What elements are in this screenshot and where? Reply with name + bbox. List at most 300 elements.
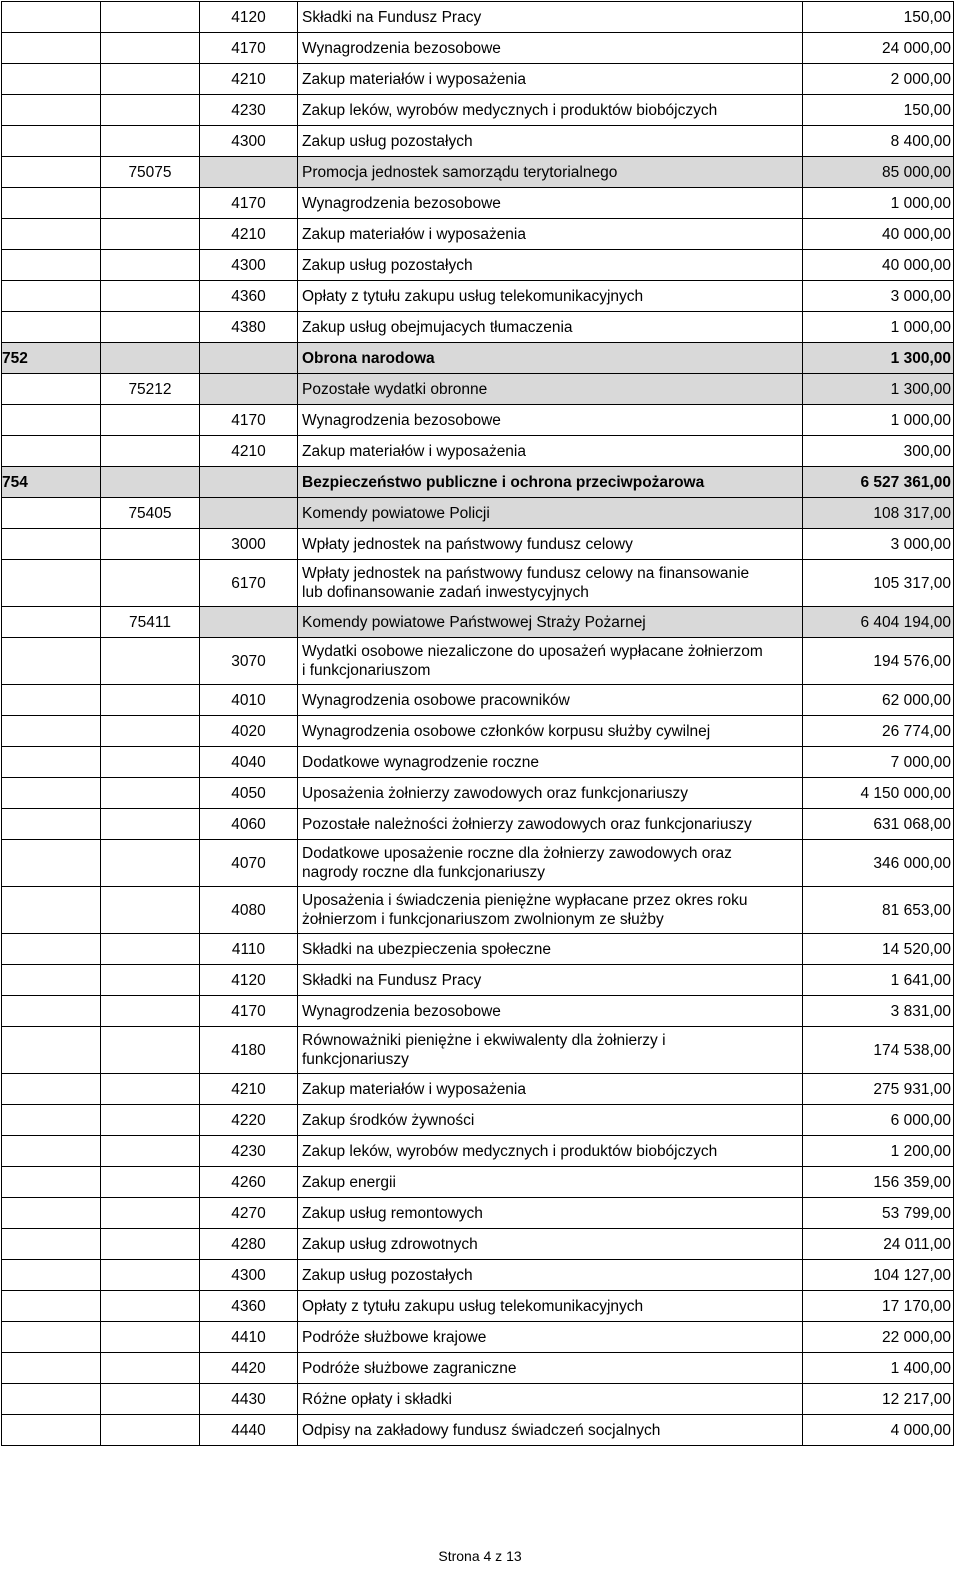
amount-label: 1 300,00 (890, 349, 951, 367)
name-label: Zakup materiałów i wyposażenia (302, 70, 526, 88)
table-row (2, 716, 954, 747)
table-row (2, 529, 954, 560)
amount-label: 194 576,00 (873, 652, 951, 670)
name-cell (298, 685, 803, 716)
paragraf-cell (200, 638, 298, 685)
amount-cell (803, 188, 954, 219)
paragraf-cell (200, 343, 298, 374)
name-cell (298, 467, 803, 498)
paragraf-cell (200, 436, 298, 467)
code-label: 4110 (231, 940, 266, 958)
amount-label: 275 931,00 (873, 1080, 951, 1098)
name-cell (298, 934, 803, 965)
dzial-cell (2, 1415, 101, 1446)
amount-cell (803, 965, 954, 996)
dzial-cell (2, 809, 101, 840)
rozdzial-cell (101, 436, 200, 467)
table-row (2, 747, 954, 778)
dzial-cell (2, 560, 101, 607)
dzial-cell (2, 374, 101, 405)
amount-label: 3 831,00 (890, 1002, 951, 1020)
amount-label: 631 068,00 (873, 815, 951, 833)
code-label: 4280 (231, 1235, 266, 1253)
dzial-cell (2, 1105, 101, 1136)
code-label: 4070 (231, 854, 266, 872)
dzial-cell (2, 996, 101, 1027)
amount-label: 12 217,00 (882, 1390, 951, 1408)
rozdzial-cell (101, 219, 200, 250)
name-cell (298, 1167, 803, 1198)
amount-cell (803, 312, 954, 343)
dzial-cell (2, 188, 101, 219)
dzial-cell (2, 716, 101, 747)
rozdzial-cell (101, 778, 200, 809)
paragraf-cell (200, 1136, 298, 1167)
name-cell (298, 126, 803, 157)
name-label: Zakup środków żywności (302, 1111, 475, 1129)
rozdzial-cell (101, 1198, 200, 1229)
name-cell (298, 219, 803, 250)
name-label: Zakup materiałów i wyposażenia (302, 1080, 526, 1098)
table-row (2, 840, 954, 887)
code-label: 4230 (231, 101, 266, 119)
code-label: 3070 (231, 652, 266, 670)
name-label-line2: żołnierzom i funkcjonariuszom zwolnionym ze służby (302, 911, 664, 928)
rozdzial-cell (101, 809, 200, 840)
code-label: 4170 (231, 39, 266, 57)
paragraf-cell (200, 560, 298, 607)
name-cell (298, 1027, 803, 1074)
table-row (2, 1415, 954, 1446)
name-label: Zakup energii (302, 1173, 396, 1191)
rozdzial-cell (101, 1260, 200, 1291)
amount-label: 81 653,00 (882, 901, 951, 919)
amount-label: 40 000,00 (882, 225, 951, 243)
amount-cell (803, 2, 954, 33)
dzial-cell (2, 343, 101, 374)
table-row (2, 887, 954, 934)
name-label: Obrona narodowa (302, 349, 435, 367)
paragraf-cell (200, 405, 298, 436)
code-label: 4360 (231, 287, 266, 305)
amount-label: 1 400,00 (890, 1359, 951, 1377)
amount-label: 53 799,00 (882, 1204, 951, 1222)
code-label: 4170 (231, 194, 266, 212)
code-label: 75075 (128, 163, 172, 181)
amount-cell (803, 685, 954, 716)
name-label: Wynagrodzenia osobowe pracowników (302, 691, 570, 709)
rozdzial-cell (101, 95, 200, 126)
name-label: Wynagrodzenia bezosobowe (302, 1002, 501, 1020)
name-label: Równoważniki pieniężne i ekwiwalenty dla żołnierzy i (302, 1032, 666, 1049)
amount-cell (803, 126, 954, 157)
name-cell (298, 747, 803, 778)
name-cell (298, 716, 803, 747)
rozdzial-cell (101, 685, 200, 716)
rozdzial-cell (101, 1136, 200, 1167)
rozdzial-cell (101, 281, 200, 312)
code-label: 4270 (231, 1204, 266, 1222)
paragraf-cell (200, 2, 298, 33)
table-row (2, 638, 954, 685)
amount-cell (803, 747, 954, 778)
rozdzial-cell (101, 1322, 200, 1353)
rozdzial-cell (101, 607, 200, 638)
rozdzial-cell (101, 887, 200, 934)
paragraf-cell (200, 840, 298, 887)
paragraf-cell (200, 716, 298, 747)
amount-cell (803, 374, 954, 405)
paragraf-cell (200, 934, 298, 965)
amount-cell (803, 1074, 954, 1105)
paragraf-cell (200, 188, 298, 219)
dzial-cell (2, 219, 101, 250)
name-cell (298, 1291, 803, 1322)
dzial-cell (2, 1291, 101, 1322)
table-row (2, 1198, 954, 1229)
dzial-cell (2, 436, 101, 467)
amount-cell (803, 607, 954, 638)
name-cell (298, 778, 803, 809)
name-cell (298, 250, 803, 281)
table-row (2, 1353, 954, 1384)
name-label: Dodatkowe wynagrodzenie roczne (302, 753, 539, 771)
amount-label: 3 000,00 (890, 287, 951, 305)
amount-cell (803, 219, 954, 250)
amount-cell (803, 887, 954, 934)
amount-label: 1 300,00 (890, 380, 951, 398)
code-label: 754 (2, 473, 28, 491)
name-label: Zakup usług pozostałych (302, 132, 473, 150)
amount-cell (803, 778, 954, 809)
name-cell (298, 1415, 803, 1446)
amount-cell (803, 1260, 954, 1291)
dzial-cell (2, 405, 101, 436)
code-label: 4210 (231, 1080, 266, 1098)
paragraf-cell (200, 685, 298, 716)
amount-cell (803, 638, 954, 685)
rozdzial-cell (101, 716, 200, 747)
rozdzial-cell (101, 1415, 200, 1446)
code-label: 4210 (231, 70, 266, 88)
table-row (2, 64, 954, 95)
code-label: 4230 (231, 1142, 266, 1160)
paragraf-cell (200, 1074, 298, 1105)
name-label: Bezpieczeństwo publiczne i ochrona przeciwpożarowa (302, 473, 705, 491)
name-label: Komendy powiatowe Państwowej Straży Pożarnej (302, 613, 646, 631)
amount-label: 14 520,00 (882, 940, 951, 958)
dzial-cell (2, 685, 101, 716)
amount-cell (803, 1322, 954, 1353)
name-cell (298, 498, 803, 529)
table-row (2, 809, 954, 840)
code-label: 6170 (231, 574, 266, 592)
amount-cell (803, 809, 954, 840)
name-label: Składki na Fundusz Pracy (302, 971, 482, 989)
dzial-cell (2, 33, 101, 64)
rozdzial-cell (101, 1291, 200, 1322)
rozdzial-cell (101, 529, 200, 560)
code-label: 4080 (231, 901, 266, 919)
name-cell (298, 436, 803, 467)
code-label: 4060 (231, 815, 266, 833)
amount-cell (803, 405, 954, 436)
paragraf-cell (200, 157, 298, 188)
amount-label: 22 000,00 (882, 1328, 951, 1346)
dzial-cell (2, 1260, 101, 1291)
paragraf-cell (200, 1291, 298, 1322)
section-row (2, 467, 954, 498)
amount-cell (803, 281, 954, 312)
dzial-cell (2, 607, 101, 638)
rozdzial-cell (101, 157, 200, 188)
name-label: Opłaty z tytułu zakupu usług telekomunikacyjnych (302, 1297, 644, 1315)
table-row (2, 560, 954, 607)
page-number-label: Strona 4 z 13 (438, 1548, 522, 1564)
name-cell (298, 1260, 803, 1291)
name-label: Odpisy na zakładowy fundusz świadczeń socjalnych (302, 1421, 661, 1439)
name-cell (298, 638, 803, 685)
rozdzial-cell (101, 64, 200, 95)
amount-cell (803, 1229, 954, 1260)
rozdzial-cell (101, 405, 200, 436)
amount-cell (803, 1136, 954, 1167)
dzial-cell (2, 1353, 101, 1384)
code-label: 75212 (128, 380, 172, 398)
code-label: 4120 (231, 8, 266, 26)
amount-cell (803, 436, 954, 467)
amount-label: 6 527 361,00 (860, 473, 951, 491)
subsection-row (2, 498, 954, 529)
table-row (2, 996, 954, 1027)
dzial-cell (2, 95, 101, 126)
paragraf-cell (200, 887, 298, 934)
name-label: Zakup leków, wyrobów medycznych i produktów biobójczych (302, 101, 718, 119)
name-cell (298, 809, 803, 840)
amount-label: 8 400,00 (890, 132, 951, 150)
table-row (2, 1229, 954, 1260)
name-label: Wynagrodzenia bezosobowe (302, 194, 501, 212)
name-label: Zakup usług pozostałych (302, 256, 473, 274)
amount-label: 1 000,00 (890, 318, 951, 336)
name-label: Komendy powiatowe Policji (302, 504, 490, 522)
page-footer (0, 1548, 960, 1564)
name-label: Zakup leków, wyrobów medycznych i produktów biobójczych (302, 1142, 718, 1160)
amount-label: 85 000,00 (882, 163, 951, 181)
table-row (2, 1105, 954, 1136)
paragraf-cell (200, 778, 298, 809)
amount-label: 150,00 (903, 8, 951, 26)
rozdzial-cell (101, 560, 200, 607)
paragraf-cell (200, 312, 298, 343)
code-label: 3000 (231, 535, 266, 553)
table-row (2, 778, 954, 809)
rozdzial-cell (101, 638, 200, 685)
name-cell (298, 33, 803, 64)
code-label: 4040 (231, 753, 266, 771)
name-label: Różne opłaty i składki (302, 1390, 452, 1408)
name-cell (298, 1384, 803, 1415)
amount-cell (803, 529, 954, 560)
rozdzial-cell (101, 1229, 200, 1260)
table-row (2, 436, 954, 467)
name-label-line2: funkcjonariuszy (302, 1051, 409, 1068)
amount-label: 24 011,00 (883, 1235, 951, 1253)
table-row (2, 2, 954, 33)
rozdzial-cell (101, 374, 200, 405)
amount-cell (803, 1167, 954, 1198)
rozdzial-cell (101, 1167, 200, 1198)
code-label: 4210 (231, 442, 266, 460)
paragraf-cell (200, 996, 298, 1027)
table-row (2, 685, 954, 716)
rozdzial-cell (101, 126, 200, 157)
name-cell (298, 607, 803, 638)
amount-label: 108 317,00 (873, 504, 951, 522)
amount-label: 1 000,00 (890, 411, 951, 429)
paragraf-cell (200, 281, 298, 312)
table-row (2, 219, 954, 250)
amount-cell (803, 560, 954, 607)
name-label: Wynagrodzenia bezosobowe (302, 39, 501, 57)
amount-cell (803, 1105, 954, 1136)
table-row (2, 1260, 954, 1291)
table-row (2, 1291, 954, 1322)
code-label: 4170 (231, 411, 266, 429)
rozdzial-cell (101, 188, 200, 219)
name-cell (298, 560, 803, 607)
name-cell (298, 1322, 803, 1353)
name-cell (298, 887, 803, 934)
dzial-cell (2, 498, 101, 529)
amount-label: 174 538,00 (873, 1041, 951, 1059)
amount-label: 3 000,00 (890, 535, 951, 553)
table-row (2, 312, 954, 343)
dzial-cell (2, 2, 101, 33)
name-cell (298, 1136, 803, 1167)
paragraf-cell (200, 498, 298, 529)
name-cell (298, 1353, 803, 1384)
code-label: 4430 (231, 1390, 266, 1408)
amount-cell (803, 1384, 954, 1415)
amount-label: 24 000,00 (882, 39, 951, 57)
name-label: Składki na Fundusz Pracy (302, 8, 482, 26)
name-label: Zakup usług obejmujacych tłumaczenia (302, 318, 573, 336)
amount-label: 6 000,00 (890, 1111, 951, 1129)
paragraf-cell (200, 1415, 298, 1446)
amount-label: 4 000,00 (890, 1421, 951, 1439)
name-label: Pozostałe wydatki obronne (302, 380, 488, 398)
name-label: Wpłaty jednostek na państwowy fundusz celowy na finansowanie (302, 565, 750, 582)
dzial-cell (2, 1074, 101, 1105)
rozdzial-cell (101, 1027, 200, 1074)
code-label: 75411 (129, 613, 171, 631)
name-cell (298, 374, 803, 405)
amount-cell (803, 498, 954, 529)
dzial-cell (2, 747, 101, 778)
code-label: 4170 (231, 1002, 266, 1020)
table-row (2, 126, 954, 157)
code-label: 4380 (231, 318, 266, 336)
name-cell (298, 188, 803, 219)
name-label: Zakup usług remontowych (302, 1204, 483, 1222)
subsection-row (2, 157, 954, 188)
amount-cell (803, 157, 954, 188)
amount-label: 6 404 194,00 (860, 613, 951, 631)
amount-cell (803, 996, 954, 1027)
dzial-cell (2, 250, 101, 281)
dzial-cell (2, 281, 101, 312)
rozdzial-cell (101, 33, 200, 64)
paragraf-cell (200, 1027, 298, 1074)
paragraf-cell (200, 747, 298, 778)
code-label: 4180 (231, 1041, 266, 1059)
name-cell (298, 965, 803, 996)
paragraf-cell (200, 250, 298, 281)
name-cell (298, 312, 803, 343)
rozdzial-cell (101, 498, 200, 529)
name-label-line2: lub dofinansowanie zadań inwestycyjnych (302, 584, 589, 601)
amount-label: 40 000,00 (882, 256, 951, 274)
dzial-cell (2, 1167, 101, 1198)
dzial-cell (2, 157, 101, 188)
table-row (2, 188, 954, 219)
name-cell (298, 996, 803, 1027)
rozdzial-cell (101, 1353, 200, 1384)
amount-cell (803, 64, 954, 95)
name-cell (298, 840, 803, 887)
amount-label: 7 000,00 (890, 753, 951, 771)
amount-label: 346 000,00 (873, 854, 951, 872)
code-label: 4420 (231, 1359, 266, 1377)
name-cell (298, 2, 803, 33)
paragraf-cell (200, 1322, 298, 1353)
amount-label: 150,00 (903, 101, 951, 119)
paragraf-cell (200, 1260, 298, 1291)
rozdzial-cell (101, 2, 200, 33)
dzial-cell (2, 840, 101, 887)
amount-cell (803, 1353, 954, 1384)
rozdzial-cell (101, 840, 200, 887)
rozdzial-cell (101, 250, 200, 281)
table-row (2, 1074, 954, 1105)
paragraf-cell (200, 374, 298, 405)
name-label: Podróże służbowe zagraniczne (302, 1359, 517, 1377)
rozdzial-cell (101, 1105, 200, 1136)
amount-cell (803, 467, 954, 498)
rozdzial-cell (101, 747, 200, 778)
dzial-cell (2, 126, 101, 157)
rozdzial-cell (101, 467, 200, 498)
name-label-line2: i funkcjonariuszom (302, 662, 431, 679)
amount-cell (803, 716, 954, 747)
amount-label: 17 170,00 (882, 1297, 951, 1315)
paragraf-cell (200, 467, 298, 498)
rozdzial-cell (101, 1074, 200, 1105)
amount-label: 105 317,00 (873, 574, 951, 592)
table-row (2, 33, 954, 64)
budget-table (1, 1, 954, 1446)
name-cell (298, 529, 803, 560)
paragraf-cell (200, 1229, 298, 1260)
amount-label: 1 641,00 (890, 971, 951, 989)
code-label: 4020 (231, 722, 266, 740)
amount-label: 1 200,00 (890, 1142, 951, 1160)
name-label: Zakup usług pozostałych (302, 1266, 473, 1284)
name-label: Wynagrodzenia bezosobowe (302, 411, 501, 429)
dzial-cell (2, 1229, 101, 1260)
dzial-cell (2, 638, 101, 685)
